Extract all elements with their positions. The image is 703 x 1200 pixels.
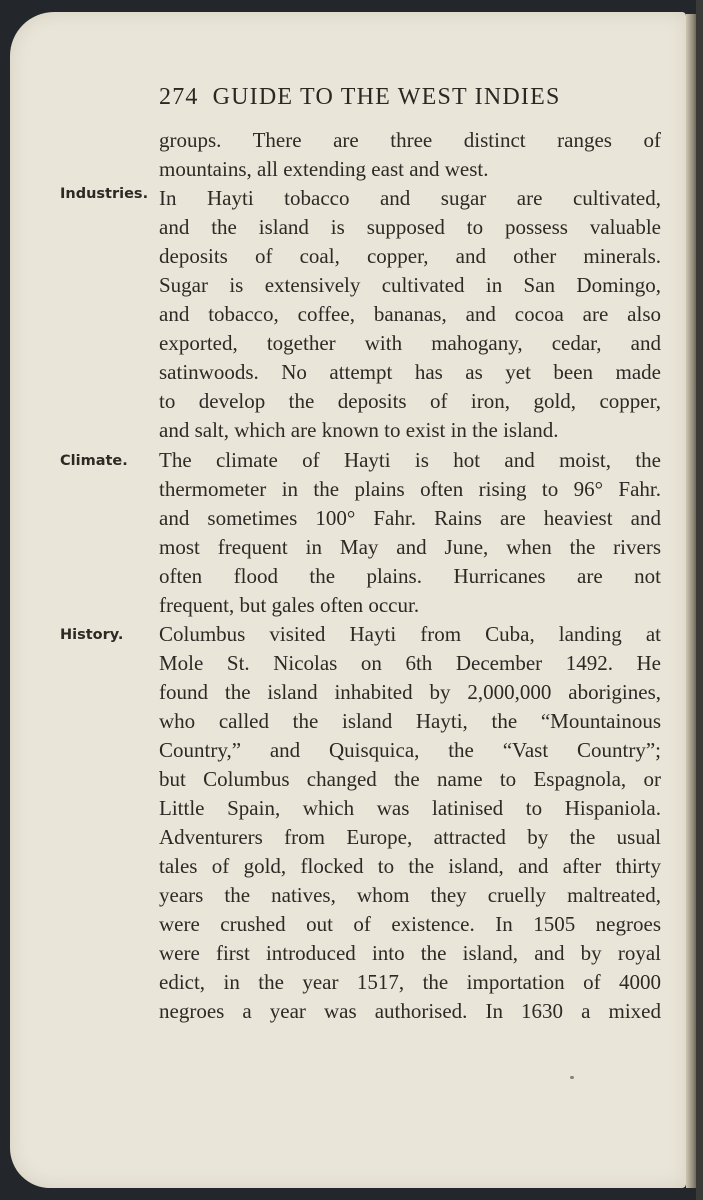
- text-line: were crushed out of existence. In 1505 negroes: [159, 912, 661, 936]
- text-line: Mole St. Nicolas on 6th December 1492. He: [159, 651, 661, 675]
- text-line: Columbus visited Hayti from Cuba, landing at: [159, 622, 661, 646]
- text-line: and salt, which are known to exist in the island.: [159, 418, 559, 442]
- text-line: mountains, all extending east and west.: [159, 157, 489, 181]
- text-line: frequent, but gales often occur.: [159, 593, 420, 617]
- text-line: found the island inhabited by 2,000,000 aborigines,: [159, 680, 661, 704]
- text-line: Little Spain, which was latinised to Hispaniola.: [159, 796, 661, 820]
- running-title: GUIDE TO THE WEST INDIES: [212, 84, 561, 110]
- text-line: thermometer in the plains often rising to 96° Fahr.: [159, 477, 661, 501]
- margin-note-climate: Climate.: [60, 453, 128, 469]
- text-line: Sugar is extensively cultivated in San Domingo,: [159, 273, 661, 297]
- text-line: to develop the deposits of iron, gold, copper,: [159, 389, 661, 413]
- text-line: and sometimes 100° Fahr. Rains are heaviest and: [159, 506, 661, 530]
- margin-note-history: History.: [60, 627, 124, 643]
- book-cover-edge: [696, 0, 703, 1200]
- text-line: but Columbus changed the name to Espagnola, or: [159, 767, 661, 791]
- running-header: [159, 84, 664, 116]
- text-line: tales of gold, flocked to the island, and after thirty: [159, 854, 661, 878]
- text-line: who called the island Hayti, the “Mountainous: [159, 709, 661, 733]
- paper-speck: [570, 1076, 574, 1079]
- text-line: were first introduced into the island, and by royal: [159, 941, 661, 965]
- page-edge: [686, 14, 696, 1188]
- text-line: The climate of Hayti is hot and moist, the: [159, 448, 661, 472]
- text-line: groups. There are three distinct ranges of: [159, 128, 661, 152]
- text-line: satinwoods. No attempt has as yet been made: [159, 360, 661, 384]
- text-line: often flood the plains. Hurricanes are not: [159, 564, 661, 588]
- text-line: Adventurers from Europe, attracted by the usual: [159, 825, 661, 849]
- page-number: 274: [159, 84, 199, 110]
- text-line: years the natives, whom they cruelly maltreated,: [159, 883, 661, 907]
- text-line: exported, together with mahogany, cedar, and: [159, 331, 661, 355]
- text-line: edict, in the year 1517, the importation of 4000: [159, 970, 661, 994]
- text-line: In Hayti tobacco and sugar are cultivated,: [159, 186, 661, 210]
- margin-note-industries: Industries.: [60, 186, 149, 202]
- text-line: and the island is supposed to possess valuable: [159, 215, 661, 239]
- text-line: most frequent in May and June, when the rivers: [159, 535, 661, 559]
- text-line: and tobacco, coffee, bananas, and cocoa are also: [159, 302, 661, 326]
- text-line: negroes a year was authorised. In 1630 a mixed: [159, 999, 661, 1023]
- text-line: deposits of coal, copper, and other minerals.: [159, 244, 661, 268]
- text-line: Country,” and Quisquica, the “Vast Country”;: [159, 738, 661, 762]
